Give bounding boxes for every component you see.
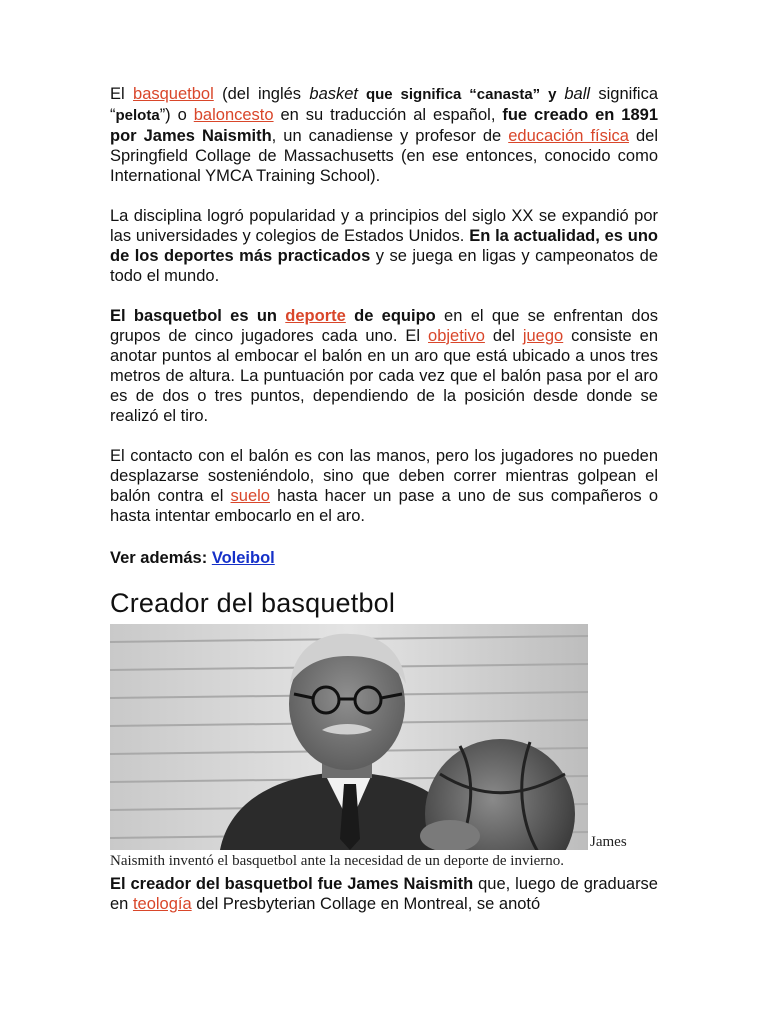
creator-paragraph [110, 874, 658, 914]
text: del Springfield Collage de Massachusetts (en ese entonces, conocido como International YMCA Training School). [110, 127, 658, 185]
text-italic: basket [309, 85, 359, 103]
text: El contacto con el balón es con las manos, pero los jugadores no pueden desplazarse sosteniéndolo, sino que deben correr mientras golpean el balón contra el [110, 447, 658, 505]
text-bold: que significa “canasta” y [358, 86, 565, 103]
text: hasta hacer un pase a uno de sus compañeros o hasta intentar embocarlo en el aro. [110, 487, 658, 525]
link-educacion-fisica[interactable]: educación física [508, 127, 629, 145]
link-baloncesto[interactable]: baloncesto [193, 106, 274, 124]
link-deporte[interactable]: deporte [285, 307, 346, 325]
text-bold: de equipo [345, 307, 436, 325]
photo-illustration [110, 624, 588, 850]
text-italic: ball [564, 85, 591, 103]
rules-paragraph [110, 306, 658, 426]
link-suelo[interactable]: suelo [230, 487, 270, 505]
photo-caption: Naismith inventó el basquetbol ante la necesidad de un deporte de invierno. [110, 853, 565, 869]
link-basquetbol[interactable]: basquetbol [133, 85, 214, 103]
text: consiste en anotar puntos al embocar el balón en un aro que está ubicado a unos tres metros de altura. La puntuación por cada vez que el balón pasa por el aro es de dos o tres puntos, dependiendo de la posición desde donde se realizó el tiro. [110, 327, 659, 425]
text: El [110, 85, 134, 103]
intro-paragraph [110, 84, 658, 186]
section-heading: Creador del basquetbol [110, 588, 396, 618]
link-voleibol[interactable]: Voleibol [211, 549, 275, 567]
text-bold: El basquetbol es un [110, 307, 286, 325]
text: , un canadiense y profesor de [271, 127, 509, 145]
text: ”) o [159, 106, 194, 124]
see-also-line [110, 548, 658, 568]
text-bold: El creador del basquetbol fue James Naismith [110, 875, 474, 893]
link-juego[interactable]: juego [522, 327, 564, 345]
link-objetivo[interactable]: objetivo [428, 327, 485, 345]
text: (del inglés [213, 85, 310, 103]
text-bold: pelota [115, 107, 160, 124]
text: del Presbyterian Collage en Montreal, se anotó [191, 895, 541, 913]
text: significa “ [110, 85, 658, 124]
link-teologia[interactable]: teología [132, 895, 192, 913]
see-also-label: Ver además: [110, 549, 212, 567]
text: en su traducción al español, [273, 106, 503, 124]
photo-caption-start: James [590, 834, 627, 850]
text: en el que se enfrentan dos grupos de cinco jugadores cada uno. El [110, 307, 659, 345]
text: del [484, 327, 523, 345]
popularity-paragraph [110, 206, 658, 286]
contact-paragraph [110, 446, 658, 526]
naismith-photo [110, 624, 588, 850]
text-bold: fue creado en 1891 por James Naismith [110, 106, 659, 145]
text-bold: En la actualidad, es uno de los deportes más practicados [110, 227, 658, 265]
text: que, luego de graduarse en [110, 875, 658, 913]
text: y se juega en ligas y campeonatos de todo el mundo. [110, 247, 658, 285]
text: La disciplina logró popularidad y a principios del siglo XX se expandió por las universidades y colegios de Estados Unidos. [110, 207, 658, 245]
